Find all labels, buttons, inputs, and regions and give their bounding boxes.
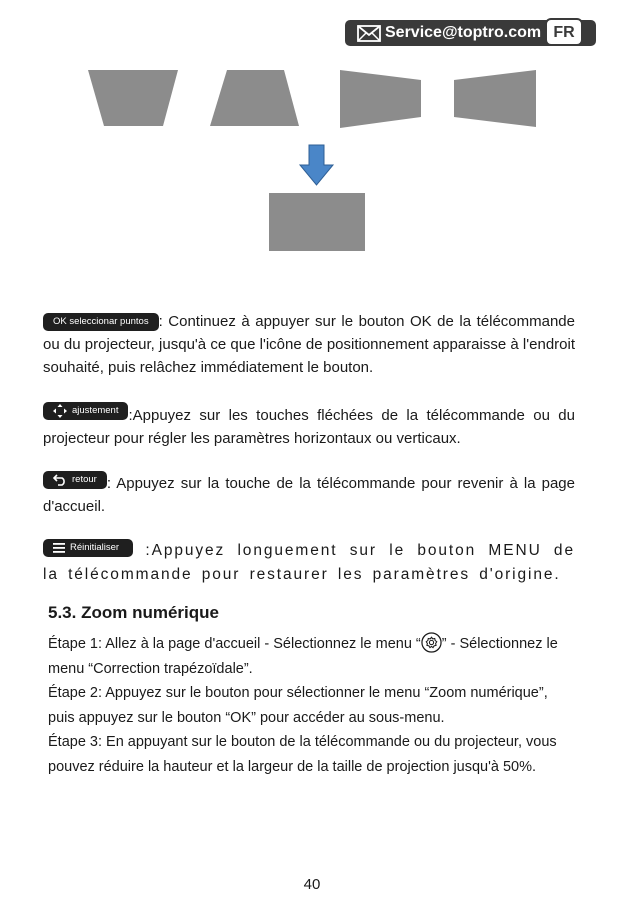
keystone-shape-left-tall: [340, 70, 421, 128]
instruction-reset: [43, 539, 575, 587]
corrected-projection-shape: [269, 193, 365, 251]
settings-gear-icon: [421, 632, 442, 653]
instruction-adjust: [43, 402, 575, 450]
reset-button: Réinitialiser: [43, 539, 133, 557]
keystone-shape-right-tall: [454, 70, 536, 127]
section-title: 5.3. Zoom numérique: [48, 603, 219, 622]
instruction-adjust-text: :Appuyez sur les touches fléchées de la télécommande ou du projecteur pour régler les paramètres horizontaux ou verticaux.: [43, 407, 575, 447]
instruction-return: [43, 471, 575, 518]
keystone-shape-bottom-wide: [210, 70, 299, 126]
down-arrow-icon: [300, 145, 333, 185]
page-number: 40: [303, 876, 321, 893]
return-icon: [53, 474, 67, 486]
return-button: retour: [43, 471, 107, 489]
instruction-return-text: : Appuyez sur la touche de la télécommande pour revenir à la page d'accueil.: [43, 475, 575, 515]
service-email: Service@toptro.com: [385, 24, 542, 41]
steps-text: [48, 632, 568, 779]
keystone-shape-top-wide: [88, 70, 178, 126]
step-1: Étape 1: Allez à la page d'accueil - Sélectionnez le menu “ ” - Sélectionnez le menu “Correction trapézoïdale”.: [48, 632, 568, 681]
language-badge: FR: [545, 18, 583, 46]
keystone-diagram: [0, 0, 624, 260]
ok-select-points-button: OK seleccionar puntos: [43, 313, 159, 331]
instruction-reset-text: :Appuyez longuement sur le bouton MENU de la télécommande pour restaurer les paramètres d'origine.: [43, 542, 575, 583]
step-3: Étape 3: En appuyant sur le bouton de la télécommande ou du projecteur, vous pouvez réduire la hauteur et la largeur de la taille de projection jusqu'à 50%.: [48, 734, 557, 775]
adjust-button: ajustement: [43, 402, 128, 420]
instruction-ok-text: : Continuez à appuyer sur le bouton OK de la télécommande ou du projecteur, jusqu'à ce que l'icône de positionnement apparaisse à l'endroit souhaité, puis relâchez immédiatement le bouton.: [43, 313, 575, 376]
move-arrows-icon: [53, 404, 67, 418]
step-2: Étape 2: Appuyez sur le bouton pour sélectionner le menu “Zoom numérique”, puis appuyez sur le bouton “OK” pour accéder au sous-menu.: [48, 685, 548, 726]
menu-icon: [53, 543, 65, 553]
instruction-ok: [43, 310, 575, 379]
